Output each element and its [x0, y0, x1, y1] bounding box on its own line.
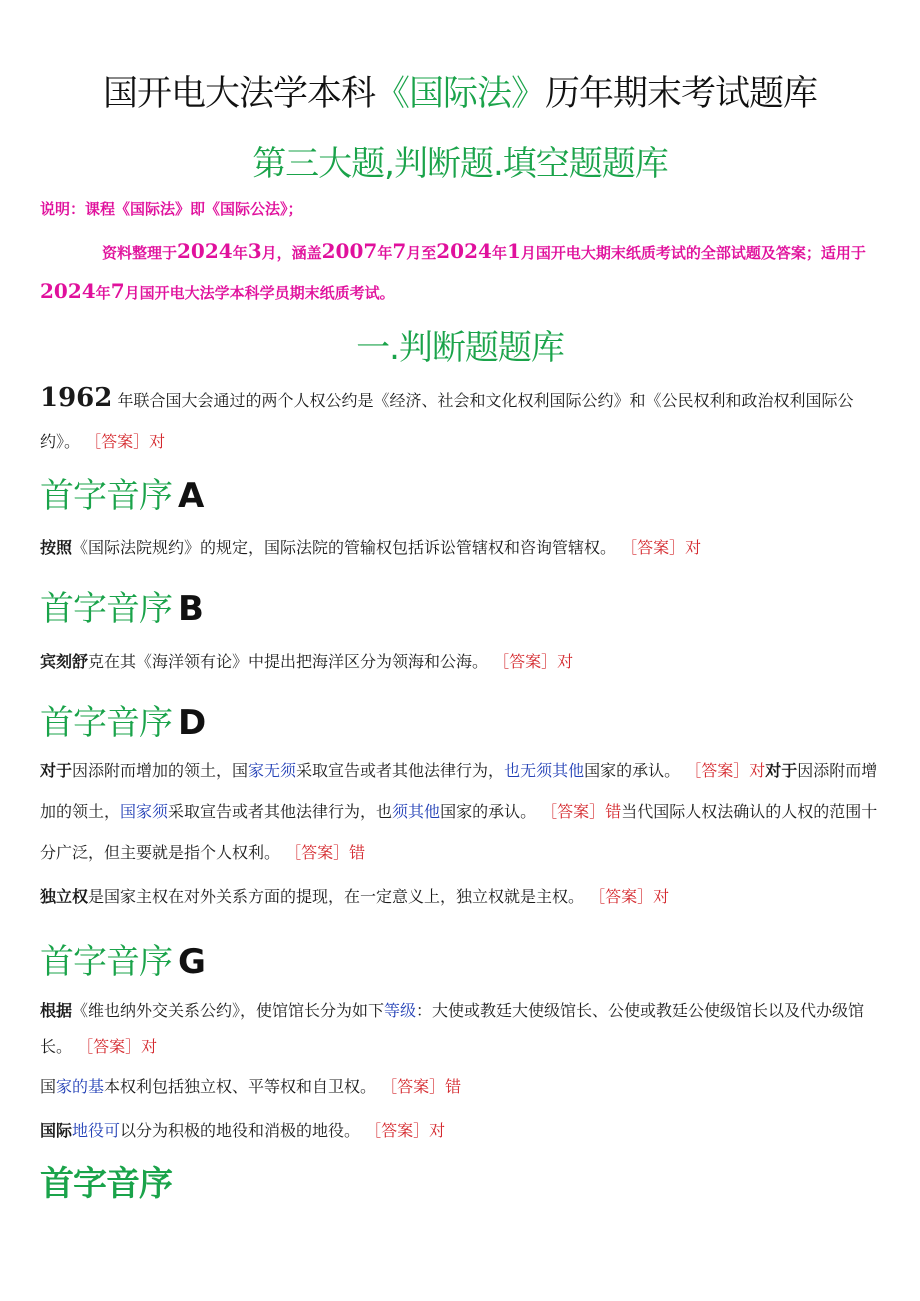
index-heading-next	[40, 1156, 172, 1205]
note-text: 年	[232, 244, 248, 262]
question-d	[40, 750, 880, 873]
note-text: 年	[491, 244, 507, 262]
index-heading-letter: D	[178, 703, 206, 743]
answer-value: 对	[749, 761, 766, 780]
note-line-1: 说明：课程《国际法》即《国际公法》；	[40, 200, 303, 218]
index-heading-label: 首字音序	[40, 942, 172, 982]
note-text: 月国开电大法学本科学员期末纸质考试。	[124, 284, 395, 302]
answer-value: 对	[429, 1121, 446, 1140]
answer-value: 对	[149, 432, 166, 451]
index-heading-letter: B	[178, 589, 203, 629]
question-text: 采取宣告或者其他法律行为，	[296, 761, 505, 780]
note-text: 年	[95, 284, 111, 302]
question-text: 国家的承认。	[440, 802, 537, 821]
answer-value: 错	[605, 802, 622, 821]
question-lead: 宾刻舒	[40, 652, 89, 671]
question-g-2	[40, 1066, 880, 1107]
note-text: 年	[377, 244, 393, 262]
title-part-3: 历年期末考试题库	[545, 74, 818, 114]
question-lead: 对于	[765, 761, 798, 780]
index-heading-d	[40, 695, 205, 744]
question-text-highlight: 地役可	[72, 1121, 121, 1140]
question-text-highlight: 须其他	[392, 802, 441, 821]
question-a	[40, 527, 880, 568]
index-heading-a	[40, 468, 203, 517]
question-lead: 国际	[40, 1121, 73, 1140]
title-part-1: 国开电大法学本科	[102, 74, 375, 114]
question-d-2	[40, 876, 880, 917]
question-text-highlight: 家的基	[56, 1077, 105, 1096]
answer-label: ［答案］	[365, 1121, 430, 1140]
answer-value: 对	[685, 538, 702, 557]
question-text-highlight: 等级	[384, 1001, 417, 1020]
index-heading-letter: G	[178, 942, 205, 982]
question-text: 以分为积极的地役和消极的地役。	[120, 1121, 361, 1140]
section-title: 一.判断题题库	[356, 328, 564, 368]
question-g-1	[40, 993, 880, 1065]
question-text: 《维也纳外交关系公约》，使馆馆长分为如下	[72, 1001, 385, 1020]
question-text: ：大使或教廷大使级馆长、公使或教廷公使级馆长以及代办级馆长。	[40, 1001, 865, 1056]
note-line-2	[40, 232, 880, 312]
question-lead: 对于	[40, 761, 73, 780]
answer-label: ［答案］	[493, 652, 558, 671]
answer-label: ［答案］	[589, 887, 654, 906]
note-number: 2024	[177, 239, 233, 263]
question-text: 年联合国大会通过的两个人权公约是《经济、社会和文化权利国际公约》和《公民权利和政治权利国际公约》。	[40, 391, 854, 451]
answer-value: 对	[141, 1037, 158, 1056]
note-text: 资料整理于	[102, 244, 178, 262]
question-lead: 根据	[40, 1001, 73, 1020]
answer-value: 对	[653, 887, 670, 906]
note-number: 1	[506, 239, 521, 263]
question-g-3	[40, 1110, 880, 1151]
index-heading-label: 首字音序	[40, 589, 172, 629]
question-text: 国家的承认。	[584, 761, 681, 780]
answer-label: ［答案］	[381, 1077, 446, 1096]
note-text: 月至	[406, 244, 437, 262]
index-heading-label: 首字音序	[40, 1164, 172, 1204]
question-text: 国	[40, 1077, 57, 1096]
answer-label: ［答案］	[685, 761, 750, 780]
question-text-highlight: 国家须	[120, 802, 169, 821]
question-text-highlight: 也无须其他	[504, 761, 585, 780]
question-text: 当代国际人权法确认的人权的范围十分广泛，但主要就是指个人权利。	[40, 802, 878, 862]
answer-value: 对	[557, 652, 574, 671]
index-heading-label: 首字音序	[40, 476, 172, 516]
page-title	[0, 66, 920, 116]
question-text: 克在其《海洋领有论》中提出把海洋区分为领海和公海。	[88, 652, 489, 671]
index-heading-letter: A	[178, 476, 204, 516]
note-number: 7	[110, 279, 125, 303]
question-1962	[40, 378, 880, 462]
question-text: 本权利包括独立权、平等权和自卫权。	[104, 1077, 377, 1096]
note-number: 2024	[436, 239, 492, 263]
question-lead: 按照	[40, 538, 73, 557]
question-lead: 独立权	[40, 887, 89, 906]
answer-label: ［答案］	[541, 802, 606, 821]
index-heading-g	[40, 934, 205, 983]
answer-value: 错	[445, 1077, 462, 1096]
question-number: 1962	[40, 383, 113, 413]
note-number: 7	[392, 239, 407, 263]
note-number: 3	[247, 239, 262, 263]
answer-label: ［答案］	[285, 843, 350, 862]
question-text: 《国际法院规约》的规定，国际法院的管输权包括诉讼管辖权和咨询管辖权。	[72, 538, 617, 557]
answer-label: ［答案］	[621, 538, 686, 557]
question-text: 是国家主权在对外关系方面的提现，在一定意义上，独立权就是主权。	[88, 887, 585, 906]
question-text: 因添附而增加的领土，国	[72, 761, 249, 780]
note-number: 2007	[321, 239, 378, 263]
page-subtitle: 第三大题,判断题.填空题题库	[252, 144, 668, 184]
note-text: 月国开电大期末纸质考试的全部试题及答案；适用于	[520, 244, 866, 262]
question-text: 采取宣告或者其他法律行为，也	[168, 802, 393, 821]
answer-label: ［答案］	[77, 1037, 142, 1056]
answer-value: 错	[349, 843, 366, 862]
question-text-highlight: 家无须	[248, 761, 297, 780]
question-text: 因添附而增加的领土，	[40, 761, 878, 821]
index-heading-b	[40, 581, 203, 630]
title-part-2: 《国际法》	[374, 74, 545, 114]
note-number: 2024	[40, 279, 96, 303]
index-heading-label: 首字音序	[40, 703, 172, 743]
note-text: 月，涵盖	[261, 244, 322, 262]
question-b	[40, 641, 880, 682]
answer-label: ［答案］	[85, 432, 150, 451]
